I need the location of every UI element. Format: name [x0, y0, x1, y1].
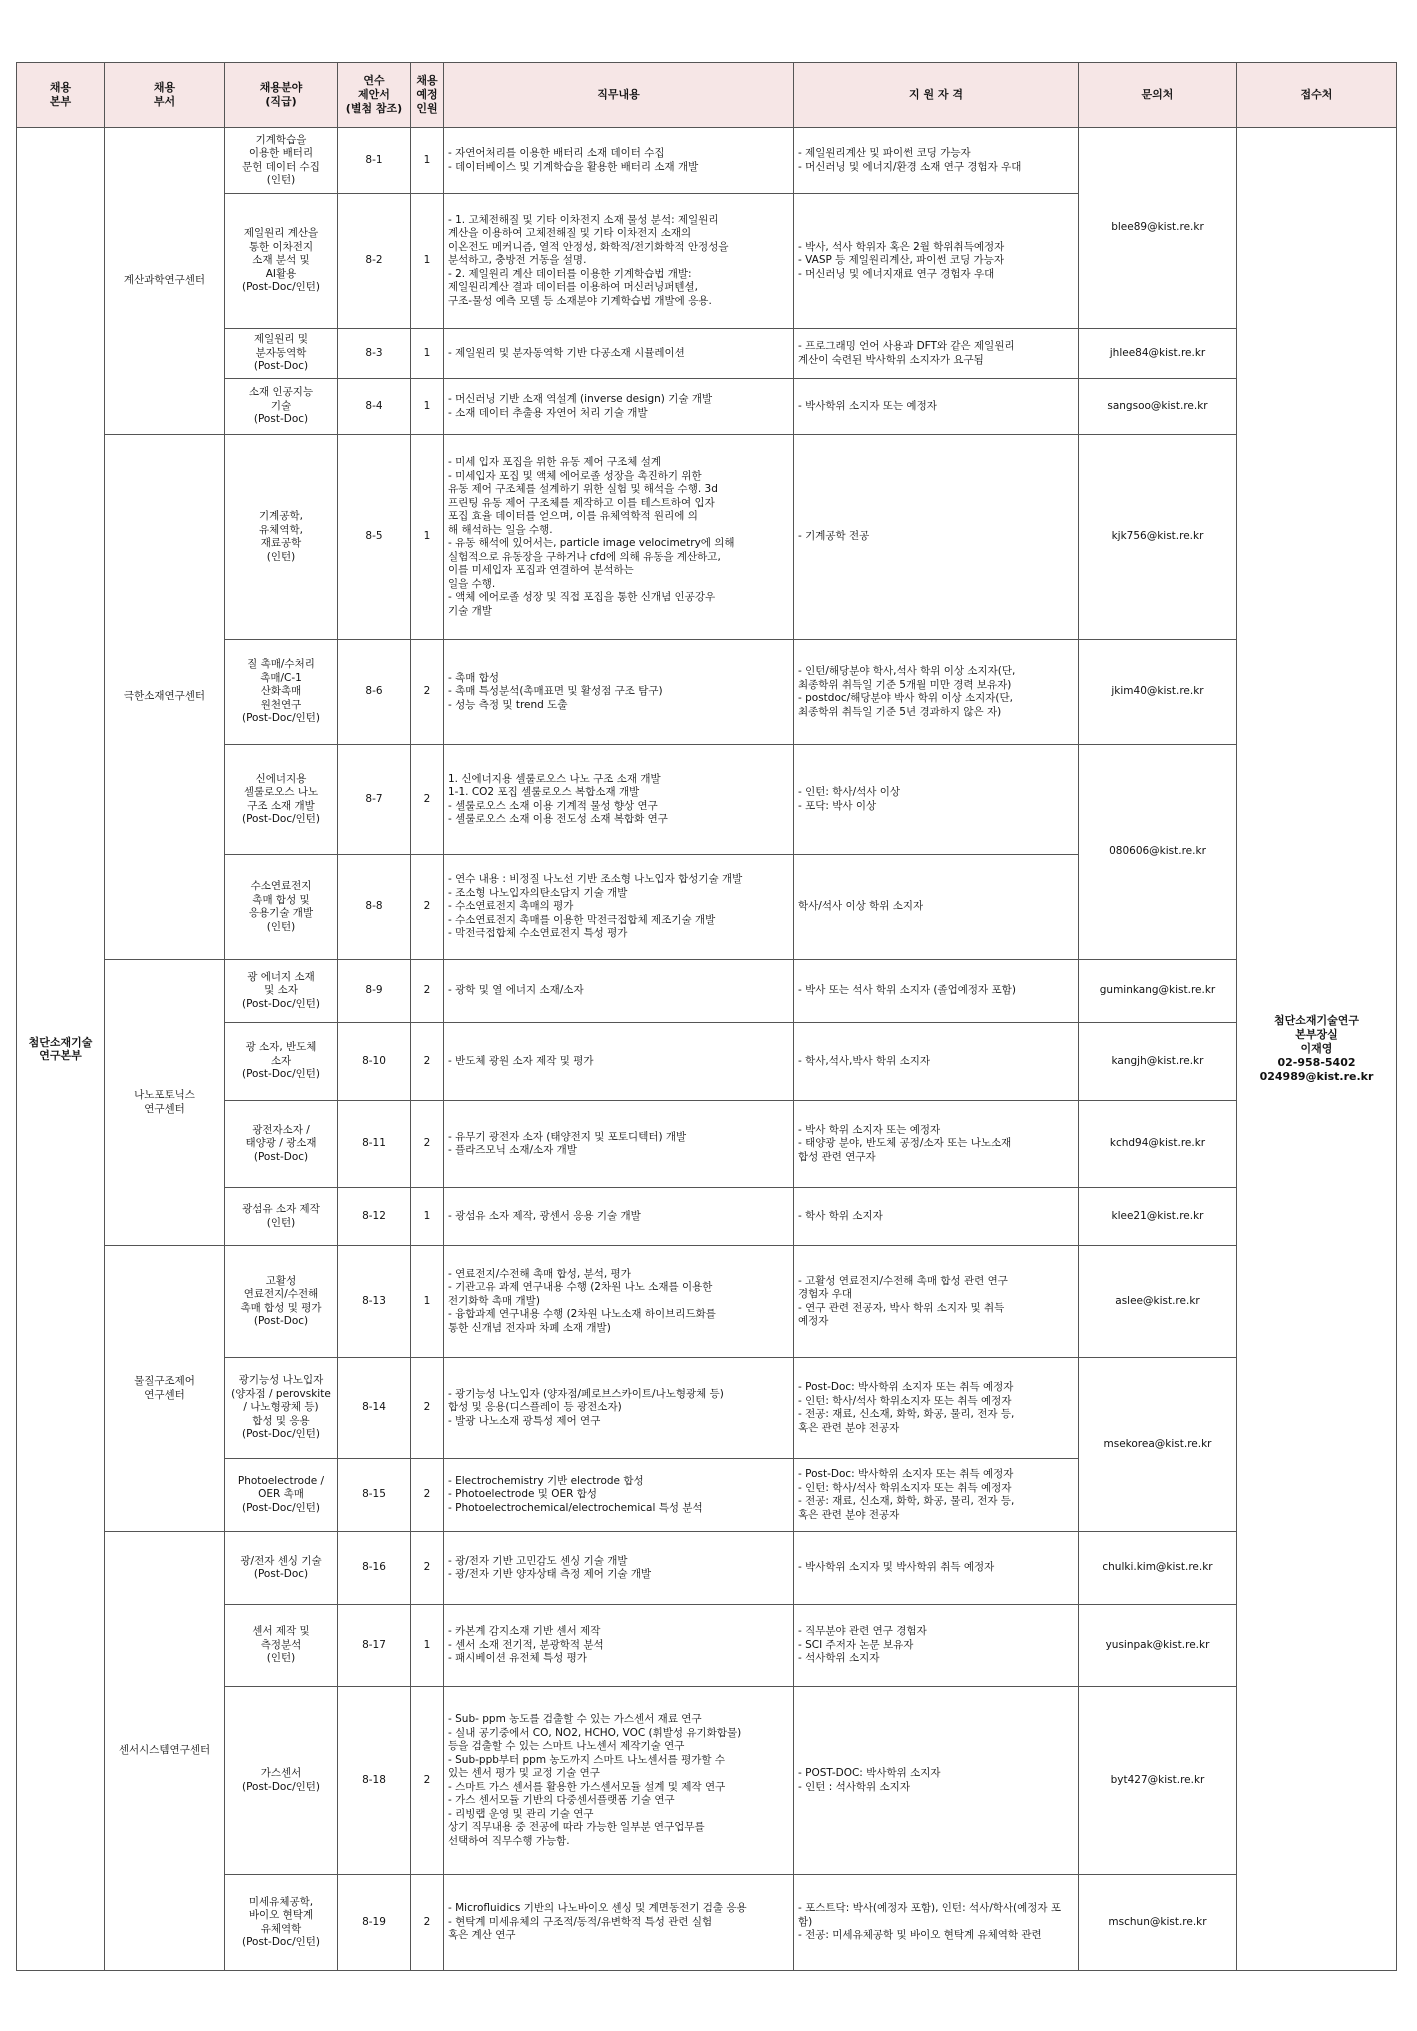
- duties-cell: - Electrochemistry 기반 electrode 합성 - Photoelectrode 및 OER 합성 - Photoelectrochemical/electrochemical 특성 분석: [444, 1459, 794, 1532]
- contact-cell[interactable]: sangsoo@kist.re.kr: [1079, 379, 1237, 435]
- department-cell: 센서시스템연구센터: [105, 1532, 225, 1971]
- count-cell: 1: [411, 329, 444, 379]
- field-cell: 광전자소자 / 태양광 / 광소재 (Post-Doc): [225, 1101, 338, 1188]
- proposal-cell: 8-5: [338, 435, 411, 640]
- qualifications-cell: - 기계공학 전공: [794, 435, 1079, 640]
- qualifications-cell: - 직무분야 관련 연구 경험자 - SCI 주저자 논문 보유자 - 석사학위 소지자: [794, 1605, 1079, 1687]
- proposal-cell: 8-14: [338, 1358, 411, 1459]
- table-row: [17, 1246, 1397, 1358]
- field-cell: 기계학습을 이용한 배터리 문헌 데이터 수집 (인턴): [225, 128, 338, 194]
- header-duties: 직무내용: [444, 63, 794, 128]
- duties-cell: - 광학 및 열 에너지 소재/소자: [444, 960, 794, 1023]
- field-cell: 미세유체공학, 바이오 현탁계 유체역학 (Post-Doc/인턴): [225, 1875, 338, 1971]
- department-cell: 물질구조제어 연구센터: [105, 1246, 225, 1532]
- table-row: [17, 435, 1397, 640]
- duties-cell: - 연수 내용 : 비정질 나노선 기반 조소형 나노입자 합성기술 개발 - 조소형 나노입자의탄소담지 기술 개발 - 수소연료전지 촉매의 평가 - 수소연료전지 촉매를 이용한 막전극접합체 제조기술 개발 - 막전극접합체 수소연료전지 특성 평가: [444, 855, 794, 960]
- department-cell: 계산과학연구센터: [105, 128, 225, 435]
- proposal-cell: 8-17: [338, 1605, 411, 1687]
- qualifications-cell: - 인턴: 학사/석사 이상 - 포닥: 박사 이상: [794, 745, 1079, 855]
- duties-cell: - 반도체 광원 소자 제작 및 평가: [444, 1023, 794, 1101]
- count-cell: 1: [411, 379, 444, 435]
- qualifications-cell: - 박사, 석사 학위자 혹은 2월 학위취득예정자 - VASP 등 제일원리계산, 파이썬 코딩 가능자 - 머신러닝 및 에너지재료 연구 경험자 우대: [794, 194, 1079, 329]
- field-cell: 제일원리 계산을 통한 이차전지 소재 분석 및 AI활용 (Post-Doc/인턴): [225, 194, 338, 329]
- duties-cell: - 광기능성 나노입자 (양자점/페로브스카이트/나노형광체 등) 합성 및 응용(디스플레이 등 광전소자) - 발광 나노소재 광특성 제어 연구: [444, 1358, 794, 1459]
- count-cell: 1: [411, 194, 444, 329]
- count-cell: 2: [411, 1532, 444, 1605]
- qualifications-cell: - 인턴/해당분야 학사,석사 학위 이상 소지자(단, 최종학위 취득일 기준 5개월 미만 경력 보유자) - postdoc/해당분야 박사 학위 이상 소지자(단, 최종학위 취득일 기준 5년 경과하지 않은 자): [794, 640, 1079, 745]
- contact-cell[interactable]: kchd94@kist.re.kr: [1079, 1101, 1237, 1188]
- department-cell: 극한소재연구센터: [105, 435, 225, 960]
- field-cell: 센서 제작 및 측정분석 (인턴): [225, 1605, 338, 1687]
- qualifications-cell: - Post-Doc: 박사학위 소지자 또는 취득 예정자 - 인턴: 학사/석사 학위소지자 또는 취득 예정자 - 전공: 재료, 신소재, 화학, 화공, 물리, 전자 등, 혹은 관련 분야 전공자: [794, 1358, 1079, 1459]
- contact-cell[interactable]: yusinpak@kist.re.kr: [1079, 1605, 1237, 1687]
- duties-cell: - 제일원리 및 분자동역학 기반 다공소재 시뮬레이션: [444, 329, 794, 379]
- header-field: 채용분야 (직급): [225, 63, 338, 128]
- count-cell: 2: [411, 1459, 444, 1532]
- contact-cell[interactable]: aslee@kist.re.kr: [1079, 1246, 1237, 1358]
- field-cell: 광기능성 나노입자 (양자점 / perovskite / 나노형광체 등) 합성 및 응용 (Post-Doc/인턴): [225, 1358, 338, 1459]
- field-cell: 고활성 연료전지/수전해 촉매 합성 및 평가 (Post-Doc): [225, 1246, 338, 1358]
- qualifications-cell: - 프로그래밍 언어 사용과 DFT와 같은 제일원리 계산이 숙련된 박사학위 소지자가 요구됨: [794, 329, 1079, 379]
- table-row: [17, 1532, 1397, 1605]
- contact-cell[interactable]: msekorea@kist.re.kr: [1079, 1358, 1237, 1532]
- count-cell: 1: [411, 1605, 444, 1687]
- field-cell: 광 소자, 반도체 소자 (Post-Doc/인턴): [225, 1023, 338, 1101]
- field-cell: 제일원리 및 분자동역학 (Post-Doc): [225, 329, 338, 379]
- header-division: 채용 본부: [17, 63, 105, 128]
- contact-cell[interactable]: mschun@kist.re.kr: [1079, 1875, 1237, 1971]
- proposal-cell: 8-19: [338, 1875, 411, 1971]
- contact-cell[interactable]: byt427@kist.re.kr: [1079, 1687, 1237, 1875]
- duties-cell: - 미세 입자 포집을 위한 유동 제어 구조체 설계 - 미세입자 포집 및 액체 에어로졸 성장을 촉진하기 위한 유동 제어 구조체를 설계하기 위한 실험 및 해석을 수행. 3d 프린팅 유동 제어 구조체를 제작하고 이를 테스트하여 입자 포집 효율 데이터를 얻으며, 이를 유체역학적 원리에 의 해 해석하는 일을 수행. - 유동 해석에 있어서는, particle image velocimetry에 의해 실험적으로 유동장을 구하거나 cfd에 의해 유동을 계산하고, 이를 미세입자 포집과 연결하여 분석하는 일을 수행. - 액체 에어로졸 성장 및 직접 포집을 통한 신개념 인공강우 기술 개발: [444, 435, 794, 640]
- contact-cell[interactable]: jkim40@kist.re.kr: [1079, 640, 1237, 745]
- qualifications-cell: - 학사,석사,박사 학위 소지자: [794, 1023, 1079, 1101]
- count-cell: 2: [411, 855, 444, 960]
- qualifications-cell: - 학사 학위 소지자: [794, 1188, 1079, 1246]
- header-qualifications: 지 원 자 격: [794, 63, 1079, 128]
- contact-cell[interactable]: kangjh@kist.re.kr: [1079, 1023, 1237, 1101]
- header-contact: 문의처: [1079, 63, 1237, 128]
- qualifications-cell: - 포스트닥: 박사(예정자 포함), 인턴: 석사/학사(예정자 포함) - 전공: 미세유체공학 및 바이오 현탁계 유체역학 관련: [794, 1875, 1079, 1971]
- duties-cell: - 유무기 광전자 소자 (태양전지 및 포토디텍터) 개발 - 플라즈모닉 소재/소자 개발: [444, 1101, 794, 1188]
- field-cell: 광섬유 소자 제작 (인턴): [225, 1188, 338, 1246]
- count-cell: 1: [411, 128, 444, 194]
- duties-cell: - 머신러닝 기반 소재 역설계 (inverse design) 기술 개발 - 소재 데이터 추출용 자연어 처리 기술 개발: [444, 379, 794, 435]
- proposal-cell: 8-8: [338, 855, 411, 960]
- count-cell: 2: [411, 1875, 444, 1971]
- table-row: [17, 960, 1397, 1023]
- count-cell: 2: [411, 1358, 444, 1459]
- proposal-cell: 8-16: [338, 1532, 411, 1605]
- contact-cell[interactable]: kjk756@kist.re.kr: [1079, 435, 1237, 640]
- field-cell: 기계공학, 유체역학, 재료공학 (인턴): [225, 435, 338, 640]
- reception-cell[interactable]: 첨단소재기술연구 본부장실 이재영 02-958-5402 024989@kist.re.kr: [1237, 128, 1397, 1971]
- proposal-cell: 8-2: [338, 194, 411, 329]
- header-reception: 접수처: [1237, 63, 1397, 128]
- department-cell: 나노포토닉스 연구센터: [105, 960, 225, 1246]
- proposal-cell: 8-18: [338, 1687, 411, 1875]
- proposal-cell: 8-13: [338, 1246, 411, 1358]
- qualifications-cell: - Post-Doc: 박사학위 소지자 또는 취득 예정자 - 인턴: 학사/석사 학위소지자 또는 취득 예정자 - 전공: 재료, 신소재, 화학, 화공, 물리, 전자 등, 혹은 관련 분야 전공자: [794, 1459, 1079, 1532]
- duties-cell: - 1. 고체전해질 및 기타 이차전지 소재 물성 분석: 제일원리 계산을 이용하여 고체전해질 및 기타 이차전지 소재의 이온전도 메커니즘, 열적 안정성, 화학적/전기화학적 안정성을 분석하고, 충방전 거동을 설명. - 2. 제일원리 계산 데이터를 이용한 기계학습법 개발: 제일원리계산 결과 데이터를 이용하여 머신러닝퍼텐셜, 구조-물성 예측 모델 등 소재분야 기계학습법 개발에 응용.: [444, 194, 794, 329]
- duties-cell: - 광섬유 소자 제작, 광센서 응용 기술 개발: [444, 1188, 794, 1246]
- recruitment-table-page: [16, 62, 1396, 1971]
- field-cell: 가스센서 (Post-Doc/인턴): [225, 1687, 338, 1875]
- contact-cell[interactable]: guminkang@kist.re.kr: [1079, 960, 1237, 1023]
- qualifications-cell: - 박사학위 소지자 및 박사학위 취득 예정자: [794, 1532, 1079, 1605]
- count-cell: 2: [411, 960, 444, 1023]
- duties-cell: - 연료전지/수전해 촉매 합성, 분석, 평가 - 기관고유 과제 연구내용 수행 (2차원 나노 소재를 이용한 전기화학 촉매 개발) - 융합과제 연구내용 수행 (2차원 나노소재 하이브리드화를 통한 신개념 전자파 차폐 소재 개발): [444, 1246, 794, 1358]
- count-cell: 2: [411, 1023, 444, 1101]
- proposal-cell: 8-1: [338, 128, 411, 194]
- qualifications-cell: - 박사 또는 석사 학위 소지자 (졸업예정자 포함): [794, 960, 1079, 1023]
- qualifications-cell: - POST-DOC: 박사학위 소지자 - 인턴 : 석사학위 소지자: [794, 1687, 1079, 1875]
- field-cell: Photoelectrode / OER 촉매 (Post-Doc/인턴): [225, 1459, 338, 1532]
- proposal-cell: 8-7: [338, 745, 411, 855]
- field-cell: 소재 인공지능 기술 (Post-Doc): [225, 379, 338, 435]
- duties-cell: - 광/전자 기반 고민감도 센싱 기술 개발 - 광/전자 기반 양자상태 측정 제어 기술 개발: [444, 1532, 794, 1605]
- field-cell: 신에너지용 셀룰로오스 나노 구조 소재 개발 (Post-Doc/인턴): [225, 745, 338, 855]
- proposal-cell: 8-10: [338, 1023, 411, 1101]
- field-cell: 광/전자 센싱 기술 (Post-Doc): [225, 1532, 338, 1605]
- duties-cell: - 촉매 합성 - 촉매 특성분석(촉매표면 및 활성점 구조 탐구) - 성능 측정 및 trend 도출: [444, 640, 794, 745]
- duties-cell: 1. 신에너지용 셀룰로오스 나노 구조 소재 개발 1-1. CO2 포집 셀룰로오스 복합소재 개발 - 셀룰로오스 소재 이용 기계적 물성 향상 연구 - 셀룰로오스 소재 이용 전도성 소재 복합화 연구: [444, 745, 794, 855]
- proposal-cell: 8-3: [338, 329, 411, 379]
- qualifications-cell: 학사/석사 이상 학위 소지자: [794, 855, 1079, 960]
- proposal-cell: 8-6: [338, 640, 411, 745]
- header-count: 채용 예정 인원: [411, 63, 444, 128]
- division-cell: 첨단소재기술 연구본부: [17, 128, 105, 1971]
- contact-cell[interactable]: klee21@kist.re.kr: [1079, 1188, 1237, 1246]
- contact-cell[interactable]: jhlee84@kist.re.kr: [1079, 329, 1237, 379]
- contact-cell[interactable]: blee89@kist.re.kr: [1079, 128, 1237, 329]
- qualifications-cell: - 제일원리계산 및 파이썬 코딩 가능자 - 머신러닝 및 에너지/환경 소재 연구 경험자 우대: [794, 128, 1079, 194]
- proposal-cell: 8-15: [338, 1459, 411, 1532]
- proposal-cell: 8-4: [338, 379, 411, 435]
- count-cell: 2: [411, 745, 444, 855]
- contact-cell[interactable]: chulki.kim@kist.re.kr: [1079, 1532, 1237, 1605]
- duties-cell: - Sub- ppm 농도를 검출할 수 있는 가스센서 재료 연구 - 실내 공기중에서 CO, NO2, HCHO, VOC (휘발성 유기화합물) 등을 검출할 수 있는 스마트 나노센서 제작기술 연구 - Sub-ppb부터 ppm 농도까지 스마트 나노센서를 평가할 수 있는 센서 평가 및 교정 기술 연구 - 스마트 가스 센서를 활용한 가스센서모듈 설계 및 제작 연구 - 가스 센서모듈 기반의 다중센서플랫폼 기술 연구 - 리빙랩 운영 및 관리 기술 연구 상기 직무내용 중 전공에 따라 가능한 일부분 연구업무를 선택하여 직무수행 가능함.: [444, 1687, 794, 1875]
- field-cell: 수소연료전지 촉매 합성 및 응용기술 개발 (인턴): [225, 855, 338, 960]
- proposal-cell: 8-9: [338, 960, 411, 1023]
- field-cell: 광 에너지 소재 및 소자 (Post-Doc/인턴): [225, 960, 338, 1023]
- header-department: 채용 부서: [105, 63, 225, 128]
- recruitment-table: [16, 62, 1397, 1971]
- proposal-cell: 8-11: [338, 1101, 411, 1188]
- count-cell: 2: [411, 640, 444, 745]
- count-cell: 1: [411, 1188, 444, 1246]
- count-cell: 1: [411, 435, 444, 640]
- header-row: [17, 63, 1397, 128]
- qualifications-cell: - 박사학위 소지자 또는 예정자: [794, 379, 1079, 435]
- table-row: [17, 128, 1397, 194]
- header-proposal: 연수 제안서 (별첨 참조): [338, 63, 411, 128]
- count-cell: 1: [411, 1246, 444, 1358]
- contact-cell[interactable]: 080606@kist.re.kr: [1079, 745, 1237, 960]
- count-cell: 2: [411, 1101, 444, 1188]
- field-cell: 질 촉매/수처리 촉매/C-1 산화촉매 원천연구 (Post-Doc/인턴): [225, 640, 338, 745]
- duties-cell: - Microfluidics 기반의 나노바이오 센싱 및 계면동전기 검출 응용 - 현탁계 미세유체의 구조적/동적/유변학적 특성 관련 실험 혹은 계산 연구: [444, 1875, 794, 1971]
- qualifications-cell: - 박사 학위 소지자 또는 예정자 - 태양광 분야, 반도체 공정/소자 또는 나노소재 합성 관련 연구자: [794, 1101, 1079, 1188]
- count-cell: 2: [411, 1687, 444, 1875]
- duties-cell: - 카본계 감지소재 기반 센서 제작 - 센서 소재 전기적, 분광학적 분석 - 패시베이션 유전체 특성 평가: [444, 1605, 794, 1687]
- proposal-cell: 8-12: [338, 1188, 411, 1246]
- duties-cell: - 자연어처리를 이용한 배터리 소재 데이터 수집 - 데이터베이스 및 기계학습을 활용한 배터리 소재 개발: [444, 128, 794, 194]
- qualifications-cell: - 고활성 연료전지/수전해 촉매 합성 관련 연구 경험자 우대 - 연구 관련 전공자, 박사 학위 소지자 및 취득 예정자: [794, 1246, 1079, 1358]
